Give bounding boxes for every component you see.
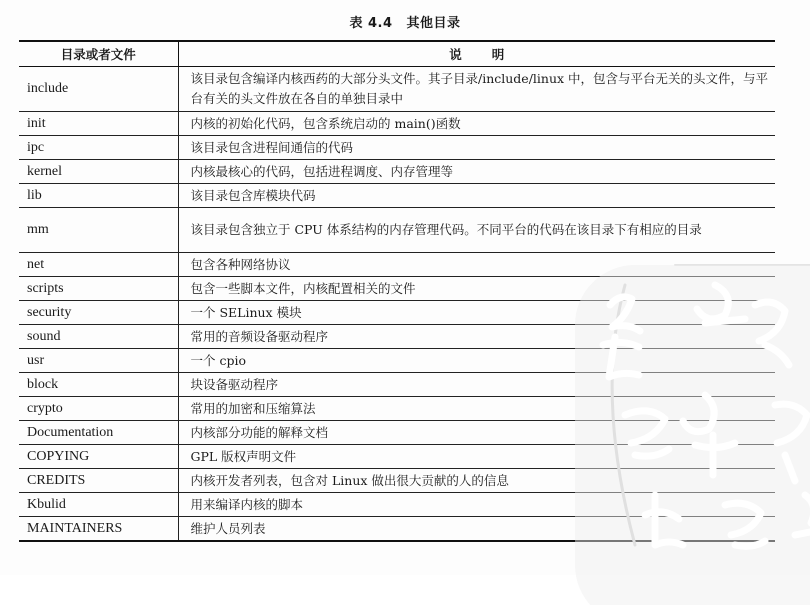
row-description: 内核最核心的代码，包括进程调度、内存管理等	[178, 160, 775, 184]
row-name: Kbulid	[19, 493, 178, 517]
table-number: 表 4.4	[349, 16, 393, 31]
row-name: ipc	[19, 136, 178, 160]
header-description: 说明	[178, 41, 775, 67]
table-row	[19, 301, 775, 325]
row-description: 常用的加密和压缩算法	[178, 397, 775, 421]
row-name: crypto	[19, 397, 178, 421]
row-description: 该目录包含库模块代码	[178, 184, 775, 208]
row-name: net	[19, 253, 178, 277]
table-row	[19, 136, 775, 160]
table-row	[19, 253, 775, 277]
table-row	[19, 397, 775, 421]
table-row	[19, 493, 775, 517]
row-name: lib	[19, 184, 178, 208]
row-description: 内核部分功能的解释文档	[178, 421, 775, 445]
table-row	[19, 421, 775, 445]
row-name: security	[19, 301, 178, 325]
table-row	[19, 469, 775, 493]
row-name: sound	[19, 325, 178, 349]
row-description: 该目录包含进程间通信的代码	[178, 136, 775, 160]
row-description: 用来编译内核的脚本	[178, 493, 775, 517]
table-row	[19, 112, 775, 136]
row-name: scripts	[19, 277, 178, 301]
row-name: block	[19, 373, 178, 397]
header-name: 目录或者文件	[19, 41, 178, 67]
row-name: include	[19, 67, 178, 112]
row-description: 该目录包含独立于 CPU 体系结构的内存管理代码。不同平台的代码在该目录下有相应的目录	[178, 208, 775, 253]
row-description: 包含一些脚本文件，内核配置相关的文件	[178, 277, 775, 301]
row-name: CREDITS	[19, 469, 178, 493]
row-name: MAINTAINERS	[19, 517, 178, 542]
directory-table	[19, 40, 775, 542]
row-name: usr	[19, 349, 178, 373]
row-description: 该目录包含编译内核西药的大部分头文件。其子目录/include/linux 中，包含与平台无关的头文件，与平台有关的头文件放在各自的单独目录中	[178, 67, 775, 112]
row-description: 常用的音频设备驱动程序	[178, 325, 775, 349]
table-row	[19, 277, 775, 301]
row-name: mm	[19, 208, 178, 253]
table-row	[19, 184, 775, 208]
row-name: Documentation	[19, 421, 178, 445]
row-description: 内核的初始化代码，包含系统启动的 main()函数	[178, 112, 775, 136]
row-description: 维护人员列表	[178, 517, 775, 542]
row-description: 一个 cpio	[178, 349, 775, 373]
row-description: GPL 版权声明文件	[178, 445, 775, 469]
table-row	[19, 373, 775, 397]
row-description: 内核开发者列表，包含对 Linux 做出很大贡献的人的信息	[178, 469, 775, 493]
table-row	[19, 349, 775, 373]
row-description: 包含各种网络协议	[178, 253, 775, 277]
row-description: 块设备驱动程序	[178, 373, 775, 397]
row-description: 一个 SELinux 模块	[178, 301, 775, 325]
table-row	[19, 445, 775, 469]
row-name: COPYING	[19, 445, 178, 469]
table-row	[19, 325, 775, 349]
table-caption	[0, 12, 810, 31]
table-row	[19, 517, 775, 542]
table-row	[19, 160, 775, 184]
row-name: init	[19, 112, 178, 136]
table-row	[19, 208, 775, 253]
table-row	[19, 67, 775, 112]
table-title: 其他目录	[406, 16, 461, 31]
row-name: kernel	[19, 160, 178, 184]
table-header-row	[19, 41, 775, 67]
